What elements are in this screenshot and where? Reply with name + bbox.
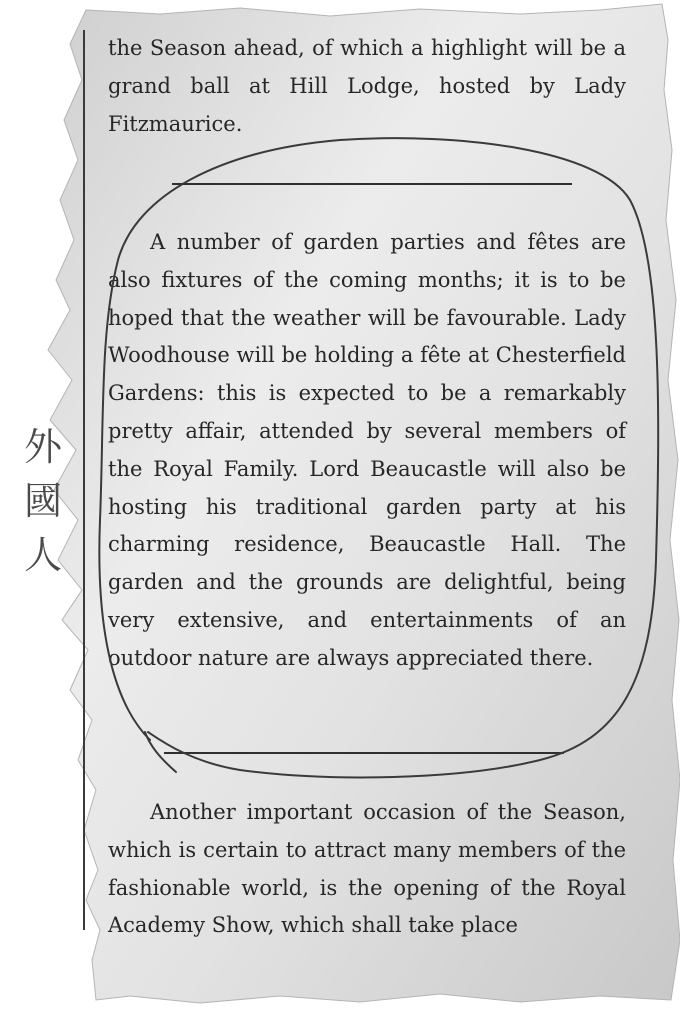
- margin-char-2: 國: [23, 479, 62, 523]
- section-rule-top: [172, 183, 572, 185]
- margin-note-chinese-characters: [20, 420, 66, 582]
- margin-char-1: 外: [23, 425, 62, 469]
- margin-char-3: 人: [23, 533, 62, 577]
- paragraph-garden-parties: A number of garden parties and fêtes are also fixtures of the coming months; it is to be hoped that the weather will be favourable. Lady Woodhouse will be holding a fête at Chesterfield Gardens: this is expected to be a remarkably pretty affair, attended by several members of the Royal Family. Lord Beaucastle will also be hosting his traditional garden party at his charming residence, Beaucastle Hall. The garden and the grounds are delightful, being very extensive, and entertainments of an outdoor nature are always appreciated there.: [108, 230, 626, 670]
- margin-rule-line: [83, 30, 85, 930]
- paragraph-intro: the Season ahead, of which a highlight will be a grand ball at Hill Lodge, hosted by Lady Fitzmaurice.: [108, 36, 626, 136]
- section-rule-bottom: [164, 752, 564, 754]
- paragraph-royal-academy: Another important occasion of the Season, which is certain to attract many members of the fashionable world, is the opening of the Royal Academy Show, which shall take place: [108, 800, 626, 938]
